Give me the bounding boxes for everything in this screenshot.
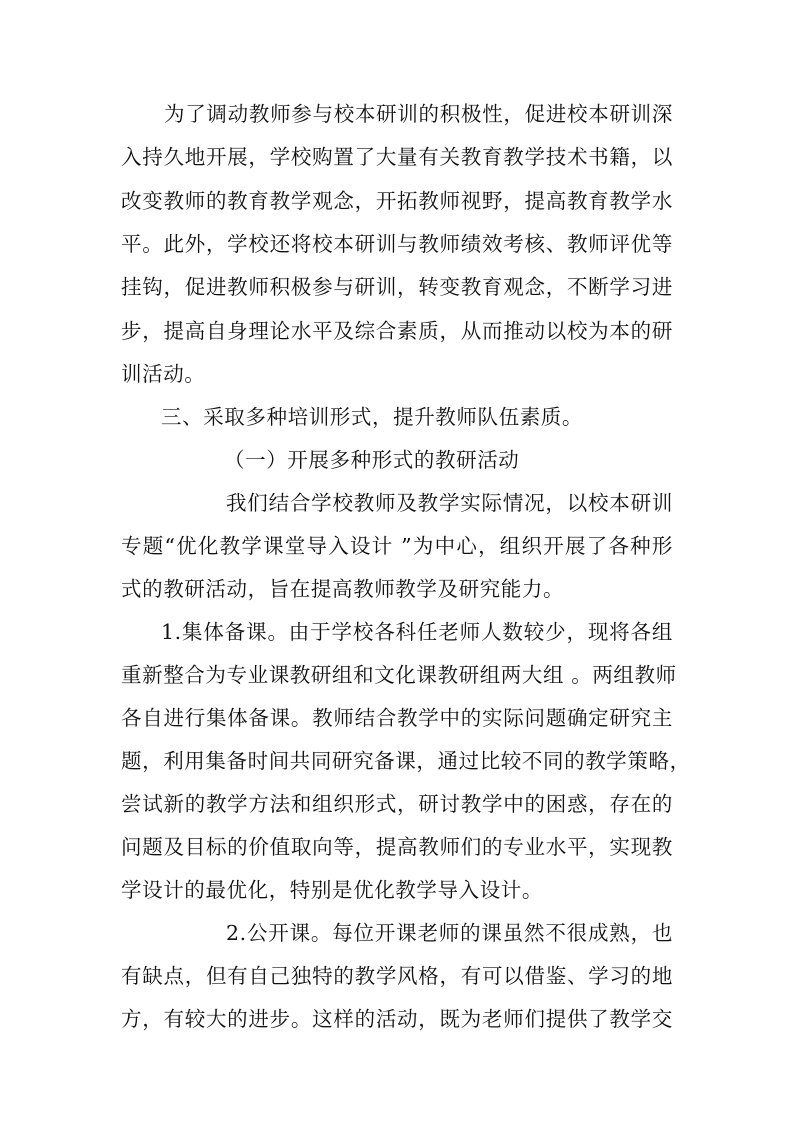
text-line: 平。此外，学校还将校本研训与教师绩效考核、教师评优等 xyxy=(121,232,673,256)
text-line: 1.集体备课。由于学校各科任老师人数较少，现将各组 xyxy=(161,620,673,644)
text-line: 我们结合学校教师及教学实际情况，以校本研训 xyxy=(226,491,673,515)
text-line: 题，利用集备时间共同研究备课，通过比较不同的教学策略， xyxy=(121,749,691,773)
text-line: 各自进行集体备课。教师结合教学中的实际问题确定研究主 xyxy=(121,706,673,730)
text-line: 为了调动教师参与校本研训的积极性，促进校本研训深 xyxy=(164,102,673,126)
text-line: 挂钩，促进教师积极参与研训，转变教育观念，不断学习进 xyxy=(121,275,673,299)
text-line: 尝试新的教学方法和组织形式，研讨教学中的困惑，存在的 xyxy=(121,792,673,816)
subsection-heading: （一）开展多种形式的教研活动 xyxy=(224,448,520,472)
text-line: 方，有较大的进步。这样的活动，既为老师们提供了教学交 xyxy=(121,1007,673,1031)
text-line: 重新整合为专业课教研组和文化课教研组两大组 。两组教师 xyxy=(121,663,677,687)
text-line: 训活动。 xyxy=(121,362,206,386)
text-line: 学设计的最优化，特别是优化教学导入设计。 xyxy=(121,878,543,902)
text-line: 步，提高自身理论水平及综合素质，从而推动以校为本的研 xyxy=(121,319,673,343)
text-line: 式的教研活动，旨在提高教师教学及研究能力。 xyxy=(121,577,565,601)
text-line: 2.公开课。每位开课老师的课虽然不很成熟，也 xyxy=(226,921,673,945)
text-line: 问题及目标的价值取向等，提高教师们的专业水平，实现教 xyxy=(121,835,673,859)
section-heading: 三、采取多种培训形式，提升教师队伍素质。 xyxy=(161,405,583,429)
text-line: 有缺点，但有自己独特的教学风格，有可以借鉴、学习的地 xyxy=(121,964,673,988)
text-line: 改变教师的教育教学观念，开拓教师视野，提高教育教学水 xyxy=(121,189,673,213)
text-line: 专题“优化教学课堂导入设计 ”为中心，组织开展了各种形 xyxy=(121,534,673,558)
text-line: 入持久地开展，学校购置了大量有关教育教学技术书籍，以 xyxy=(121,145,673,169)
